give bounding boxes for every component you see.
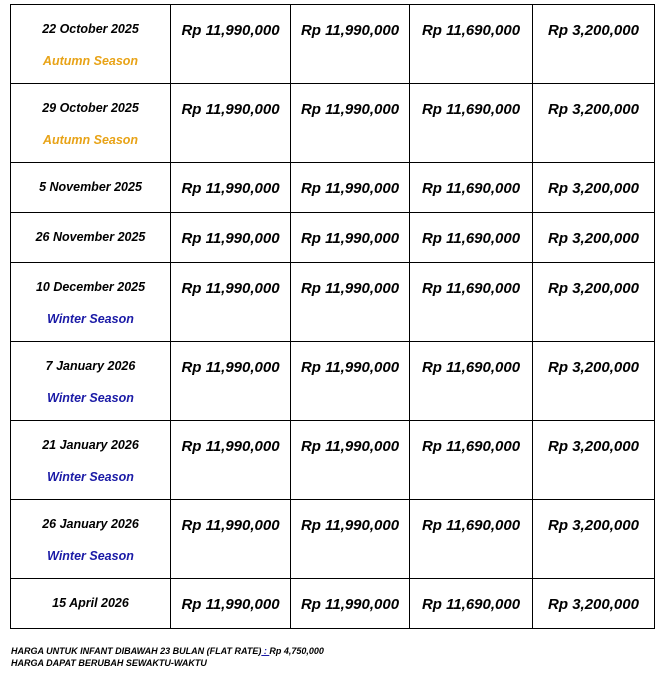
price-value: Rp 11,990,000: [300, 517, 400, 534]
departure-date-cell: [11, 213, 171, 263]
price-cell: [410, 500, 533, 579]
departure-row: [11, 342, 655, 421]
price-cell: [410, 342, 533, 421]
price-value: Rp 11,990,000: [181, 22, 280, 39]
price-value: Rp 11,690,000: [421, 517, 521, 534]
price-cell: [171, 5, 291, 84]
departure-date-cell: [11, 263, 171, 342]
price-value: Rp 11,990,000: [300, 22, 400, 39]
footer-notes: [11, 645, 324, 669]
price-cell: [533, 213, 655, 263]
price-cell: [291, 579, 410, 629]
season-label: Winter Season: [47, 549, 134, 563]
price-cell: [291, 421, 410, 500]
departure-row: [11, 421, 655, 500]
price-cell: [533, 5, 655, 84]
price-value: Rp 11,990,000: [181, 596, 280, 613]
departure-date-cell: [11, 500, 171, 579]
price-value: Rp 3,200,000: [548, 101, 639, 118]
price-value: Rp 11,990,000: [181, 230, 280, 247]
price-cell: [171, 213, 291, 263]
departure-date-cell: [11, 579, 171, 629]
price-cell: [171, 342, 291, 421]
price-value: Rp 11,690,000: [421, 438, 521, 455]
price-cell: [410, 579, 533, 629]
price-cell: [171, 84, 291, 163]
price-cell: [410, 5, 533, 84]
price-cell: [533, 579, 655, 629]
departure-date: 21 January 2026: [42, 438, 139, 452]
price-value: Rp 3,200,000: [548, 438, 639, 455]
price-cell: [533, 84, 655, 163]
price-value: Rp 3,200,000: [548, 180, 639, 197]
departure-date: 5 November 2025: [39, 180, 142, 194]
price-value: Rp 11,990,000: [300, 359, 400, 376]
price-value: Rp 11,690,000: [421, 101, 521, 118]
price-value: Rp 3,200,000: [548, 230, 639, 247]
price-value: Rp 11,690,000: [421, 359, 521, 376]
price-value: Rp 11,990,000: [181, 101, 280, 118]
departure-row: [11, 263, 655, 342]
departure-date: 15 April 2026: [52, 596, 129, 610]
price-cell: [171, 579, 291, 629]
price-value: Rp 11,690,000: [421, 230, 521, 247]
departure-date-cell: [11, 342, 171, 421]
price-value: Rp 11,690,000: [421, 280, 521, 297]
season-label: Winter Season: [47, 312, 134, 326]
price-cell: [533, 421, 655, 500]
price-table: [10, 4, 655, 629]
price-cell: [291, 263, 410, 342]
price-change-note: HARGA DAPAT BERUBAH SEWAKTU-WAKTU: [11, 658, 207, 668]
price-value: Rp 11,990,000: [181, 180, 280, 197]
price-value: Rp 11,990,000: [300, 230, 400, 247]
infant-price-value: Rp 4,750,000: [269, 646, 324, 656]
price-cell: [533, 342, 655, 421]
price-value: Rp 3,200,000: [548, 22, 639, 39]
price-value: Rp 11,990,000: [300, 101, 400, 118]
departure-date-cell: [11, 84, 171, 163]
price-cell: [533, 263, 655, 342]
price-cell: [410, 213, 533, 263]
infant-price-separator: :: [261, 646, 270, 656]
season-label: Winter Season: [47, 470, 134, 484]
infant-price-note: [11, 645, 324, 657]
price-value: Rp 11,990,000: [181, 359, 280, 376]
price-value: Rp 3,200,000: [548, 596, 639, 613]
price-cell: [171, 500, 291, 579]
season-label: Autumn Season: [42, 133, 139, 147]
departure-row: [11, 579, 655, 629]
price-cell: [533, 500, 655, 579]
price-value: Rp 11,690,000: [421, 180, 521, 197]
price-cell: [291, 500, 410, 579]
price-value: Rp 11,990,000: [300, 180, 400, 197]
infant-price-label: HARGA UNTUK INFANT DIBAWAH 23 BULAN (FLAT RATE): [11, 646, 262, 656]
departure-row: [11, 500, 655, 579]
price-cell: [291, 342, 410, 421]
departure-date: 29 October 2025: [42, 101, 139, 115]
price-value: Rp 11,990,000: [300, 280, 400, 297]
price-value: Rp 11,990,000: [181, 438, 280, 455]
price-value: Rp 11,990,000: [181, 280, 280, 297]
departure-row: [11, 213, 655, 263]
price-cell: [410, 421, 533, 500]
price-value: Rp 11,690,000: [421, 22, 521, 39]
season-label: Winter Season: [47, 391, 134, 405]
price-cell: [410, 84, 533, 163]
price-cell: [410, 263, 533, 342]
price-value: Rp 3,200,000: [548, 280, 639, 297]
departure-date: 10 December 2025: [35, 280, 146, 294]
price-value: Rp 11,990,000: [300, 438, 400, 455]
departure-row: [11, 163, 655, 213]
price-value: Rp 3,200,000: [548, 359, 639, 376]
price-value: Rp 3,200,000: [548, 517, 639, 534]
departure-date: 26 November 2025: [35, 230, 146, 244]
price-cell: [171, 421, 291, 500]
price-cell: [291, 5, 410, 84]
price-cell: [171, 263, 291, 342]
departure-row: [11, 84, 655, 163]
departure-date: 22 October 2025: [42, 22, 139, 36]
price-cell: [171, 163, 291, 213]
price-cell: [291, 213, 410, 263]
price-cell: [533, 163, 655, 213]
departure-date-cell: [11, 163, 171, 213]
departure-date-cell: [11, 5, 171, 84]
departure-row: [11, 5, 655, 84]
price-value: Rp 11,990,000: [181, 517, 280, 534]
price-cell: [291, 163, 410, 213]
departure-date: 26 January 2026: [42, 517, 139, 531]
price-cell: [291, 84, 410, 163]
price-table-body: [11, 5, 655, 629]
departure-date-cell: [11, 421, 171, 500]
price-value: Rp 11,690,000: [421, 596, 521, 613]
price-cell: [410, 163, 533, 213]
price-value: Rp 11,990,000: [300, 596, 400, 613]
season-label: Autumn Season: [42, 54, 139, 68]
departure-date: 7 January 2026: [45, 359, 136, 373]
